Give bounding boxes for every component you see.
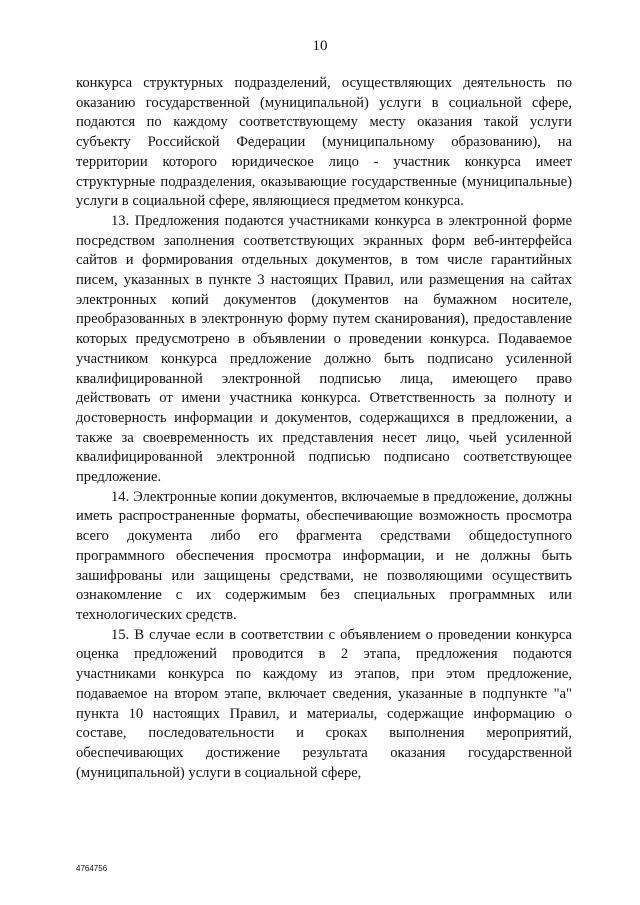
document-code: 4764756 [76, 864, 108, 873]
paragraph-continuation: конкурса структурных подразделений, осуществляющих деятельность по оказанию государственной (муниципальной) услуги в социальной сфере, подаются по каждому соответствующему месту оказания такой услуги субъекту Российской Федерации (муниципальному образованию), на территории которого юридическое лицо - участник конкурса имеет структурные подразделения, оказывающие государственные (муниципальные) услуги в социальной сфере, являющиеся предметом конкурса. [76, 75, 572, 210]
document-body [76, 74, 572, 783]
paragraph-13: 13. Предложения подаются участниками конкурса в электронной форме посредством заполнения соответствующих экранных форм веб-интерфейса сайтов и формирования отдельных документов, в том числе гарантийных писем, указанных в пункте 3 настоящих Правил, или размещения на сайтах электронных копий документов (документов на бумажном носителе, преобразованных в электронную форму путем сканирования), предоставление которых предусмотрено в объявлении о проведении конкурса. Подаваемое участником конкурса предложение должно быть подписано усиленной квалифицированной электронной подписью лица, имеющего право действовать от имени участника конкурса. Ответственность за полноту и достоверность информации и документов, содержащихся в предложении, а также за своевременность их представления несет лицо, чьей усиленной квалифицированной электронной подписью подписано соответствующее предложение. [76, 212, 572, 486]
page-number: 10 [312, 38, 328, 54]
paragraph-14: 14. Электронные копии документов, включаемые в предложение, должны иметь распространенные форматы, обеспечивающие возможность просмотра всего документа либо его фрагмента средствами общедоступного программного обеспечения просмотра информации, и не должны быть зашифрованы или защищены средствами, не позволяющими осуществить ознакомление с их содержимым без специальных программных или технологических средств. [76, 488, 572, 623]
paragraph-15: 15. В случае если в соответствии с объявлением о проведении конкурса оценка предложений проводится в 2 этапа, предложения подаются участниками конкурса по каждому из этапов, при этом предложение, подаваемое на втором этапе, включает сведения, указанные в подпункте "а" пункта 10 настоящих Правил, и материалы, содержащие информацию о составе, последовательности и сроках выполнения мероприятий, обеспечивающих достижение результата оказания государственной (муниципальной) услуги в социальной сфере, [76, 626, 572, 781]
